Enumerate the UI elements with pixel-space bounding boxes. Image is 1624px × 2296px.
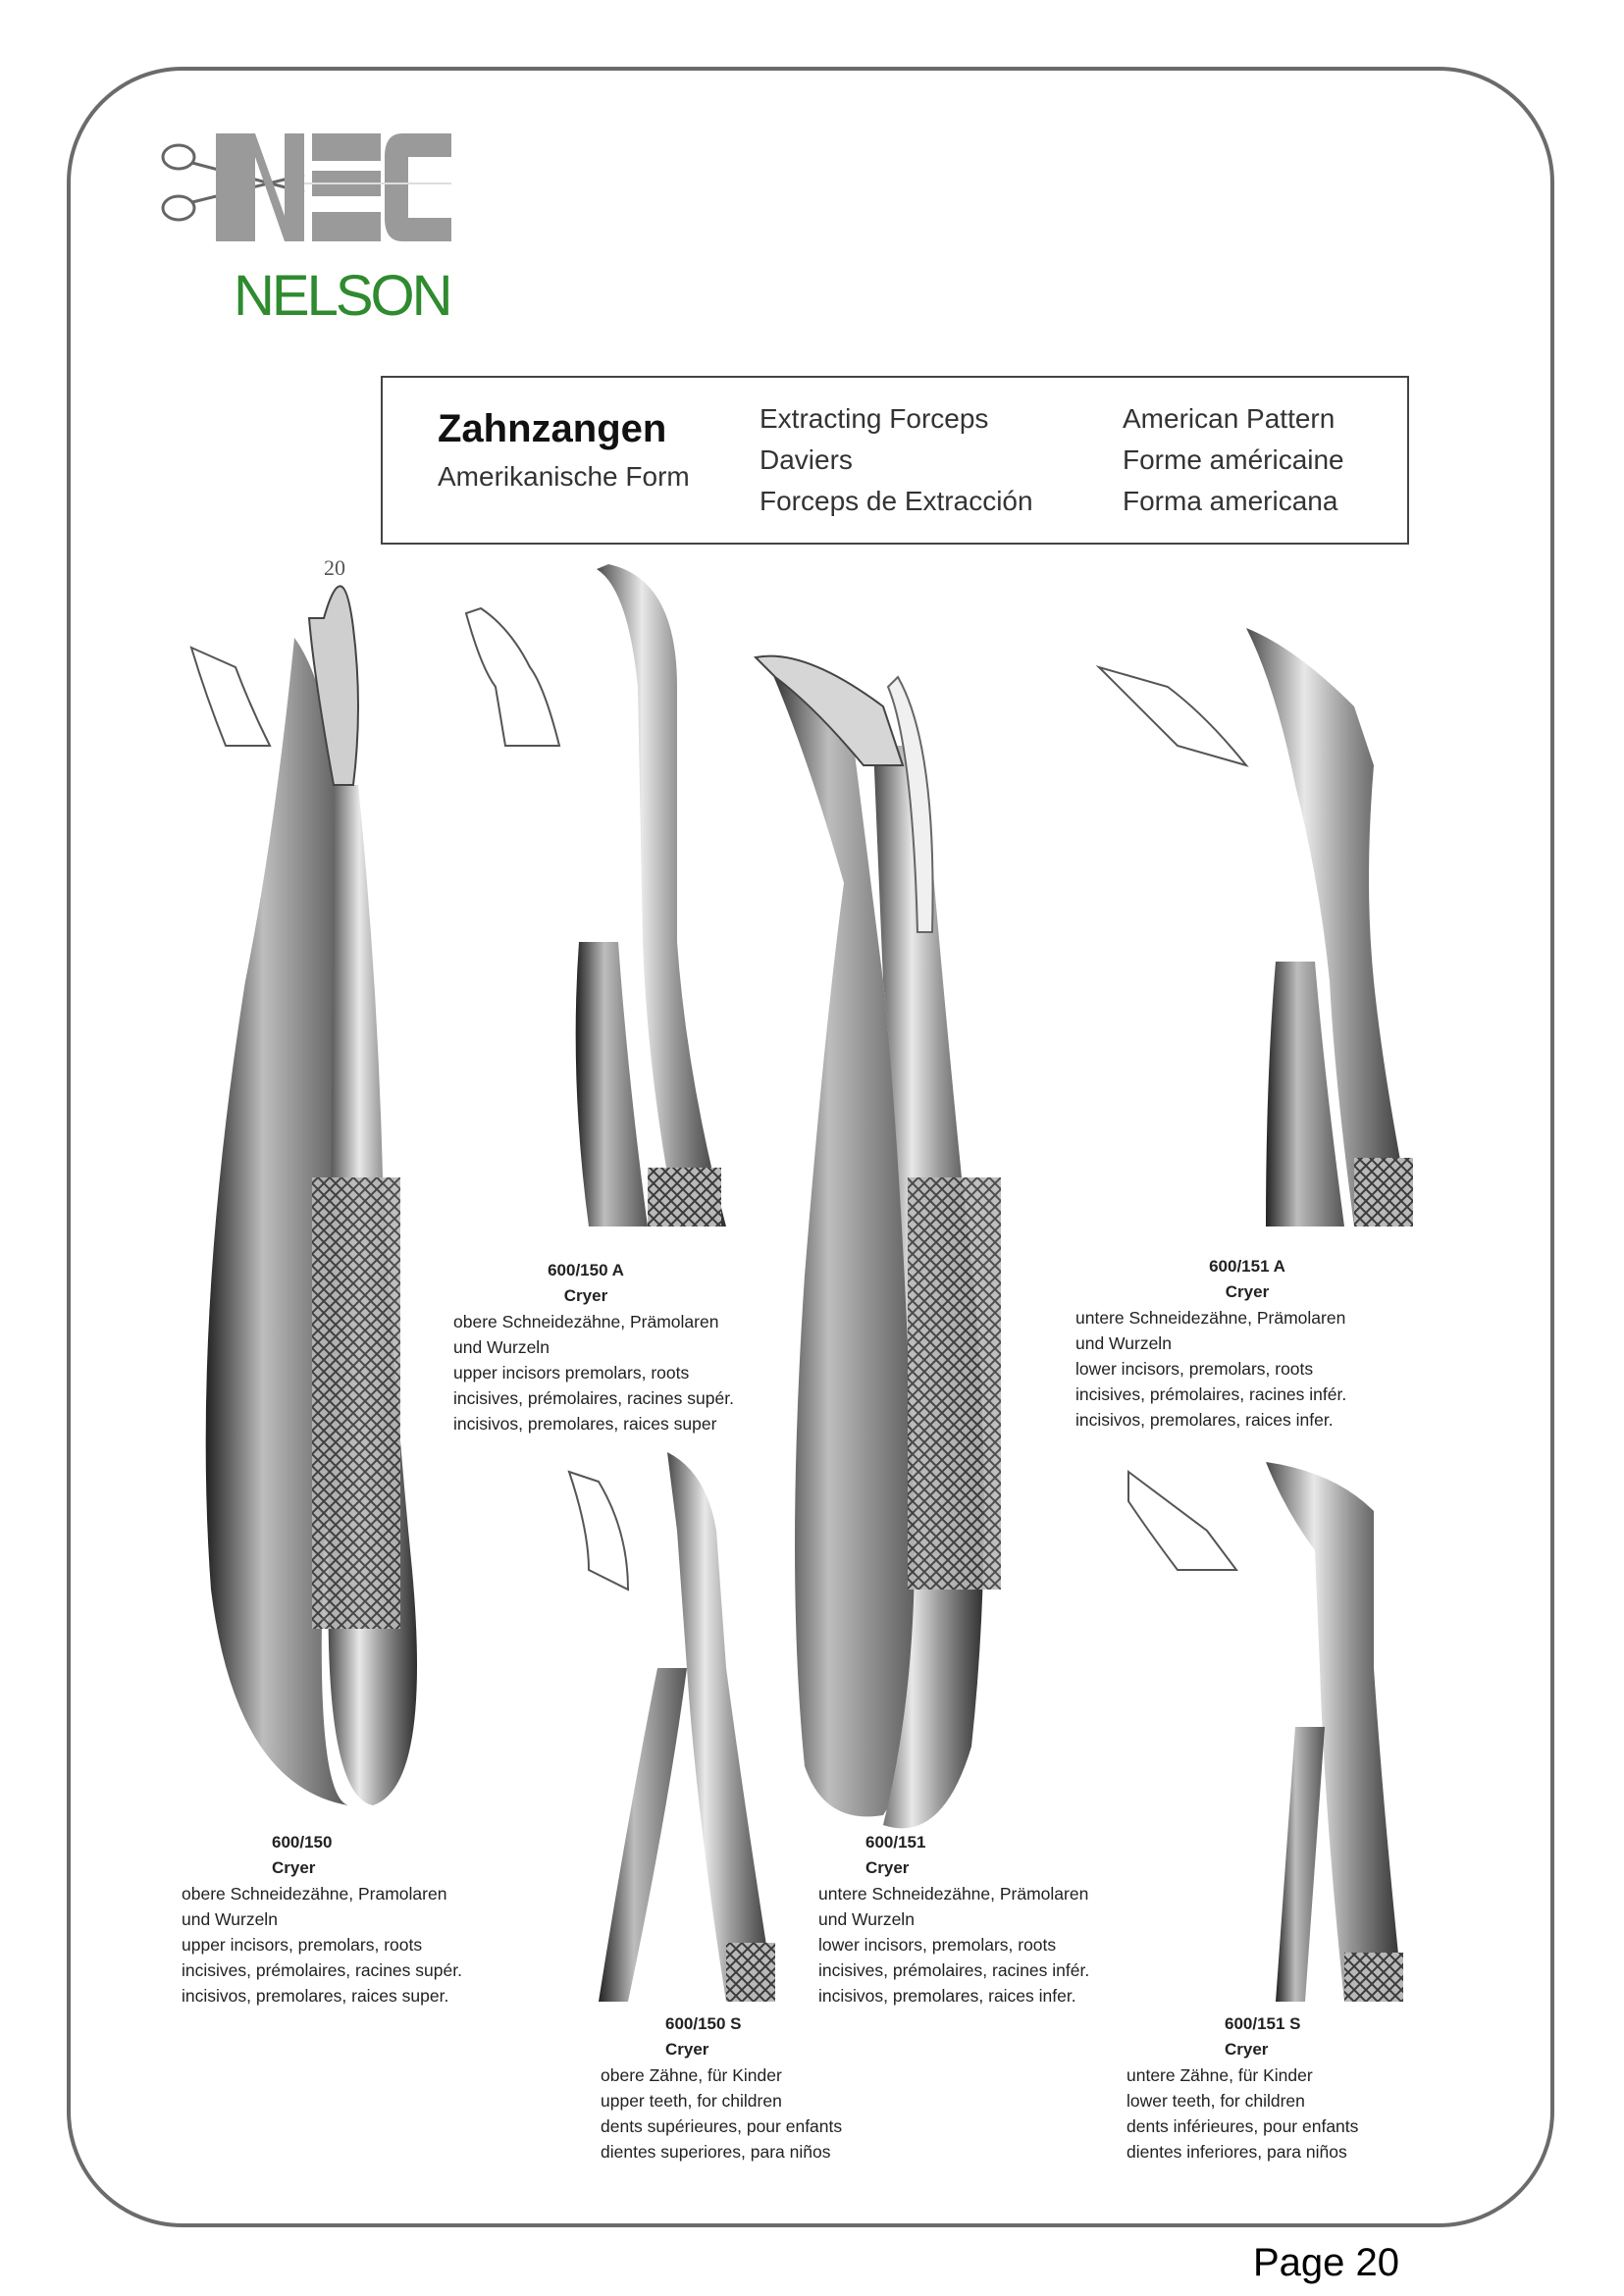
forceps-600-151-image [756,656,1001,1829]
desc-line: upper incisors, premolars, roots [182,1935,423,1955]
desc-line: dientes inferiores, para niños [1126,2142,1347,2162]
desc-line: und Wurzeln [453,1337,550,1357]
desc-line: upper incisors premolars, roots [453,1363,690,1383]
desc-line: incisives, prémolaires, racines infér. [1075,1384,1347,1404]
desc-line: lower incisors, premolars, roots [1075,1359,1314,1379]
caption-600-151-s [1126,2011,1441,2165]
desc-line: incisives, prémolaires, racines supér. [182,1960,462,1980]
product-name: Cryer [865,1858,910,1877]
product-code: 600/150 S [665,2014,742,2033]
product-code: 600/151 [865,1833,926,1852]
desc-line: incisives, prémolaires, racines supér. [453,1388,734,1408]
forceps-600-150-s-image [569,1452,775,2002]
desc-line: lower teeth, for children [1126,2091,1305,2111]
desc-line: obere Zähne, für Kinder [601,2065,782,2085]
product-code: 600/150 A [548,1261,624,1279]
forceps-600-151-a-image [1099,628,1413,1226]
desc-line: untere Zähne, für Kinder [1126,2065,1313,2085]
caption-600-151-a [1075,1254,1419,1433]
desc-line: incisives, prémolaires, racines infér. [818,1960,1090,1980]
desc-line: und Wurzeln [182,1909,278,1929]
product-code: 600/150 [272,1833,333,1852]
forceps-600-150-a-image [466,564,726,1226]
header-fr-label: Daviers [760,444,853,475]
desc-line: obere Schneidezähne, Prämolaren [453,1312,719,1331]
desc-line: incisivos, premolares, raices infer. [818,1986,1076,2006]
desc-line: incisivos, premolares, raices super. [182,1986,449,2006]
desc-line: lower incisors, premolars, roots [818,1935,1057,1955]
desc-line: und Wurzeln [1075,1333,1172,1353]
caption-600-150-a [453,1258,777,1436]
forceps-600-150-image [191,586,417,1805]
header-subtitle: Amerikanische Form [438,461,690,492]
product-code: 600/151 A [1209,1257,1285,1276]
catalog-side-number: 20 [324,555,345,580]
header-es-pattern: Forma americana [1123,486,1338,516]
header-title: Zahnzangen [438,407,667,450]
desc-line: dientes superiores, para niños [601,2142,831,2162]
caption-600-150-s [601,2011,924,2165]
product-name: Cryer [272,1858,316,1877]
desc-line: obere Schneidezähne, Pramolaren [182,1884,447,1904]
desc-line: untere Schneidezähne, Prämolaren [818,1884,1089,1904]
desc-line: untere Schneidezähne, Prämolaren [1075,1308,1346,1328]
desc-line: incisivos, premolares, raices super [453,1414,717,1434]
caption-600-151 [818,1830,1172,2009]
logo-subtitle: NELSON [234,264,450,328]
page-number: Page 20 [1253,2241,1400,2284]
header-en-label: Extracting Forceps [760,403,989,434]
desc-line: upper teeth, for children [601,2091,782,2111]
header-fr-pattern: Forme américaine [1123,444,1344,475]
desc-line: und Wurzeln [818,1909,915,1929]
header-es-label: Forceps de Extracción [760,486,1033,516]
desc-line: incisivos, premolares, raices infer. [1075,1410,1334,1430]
product-code: 600/151 S [1225,2014,1301,2033]
product-name: Cryer [563,1286,608,1305]
desc-line: dents inférieures, pour enfants [1126,2116,1359,2136]
product-name: Cryer [665,2040,709,2059]
product-name: Cryer [1225,1282,1270,1301]
desc-line: dents supérieures, pour enfants [601,2116,843,2136]
product-name: Cryer [1225,2040,1269,2059]
header-en-pattern: American Pattern [1123,403,1336,434]
caption-600-150 [182,1830,535,2009]
